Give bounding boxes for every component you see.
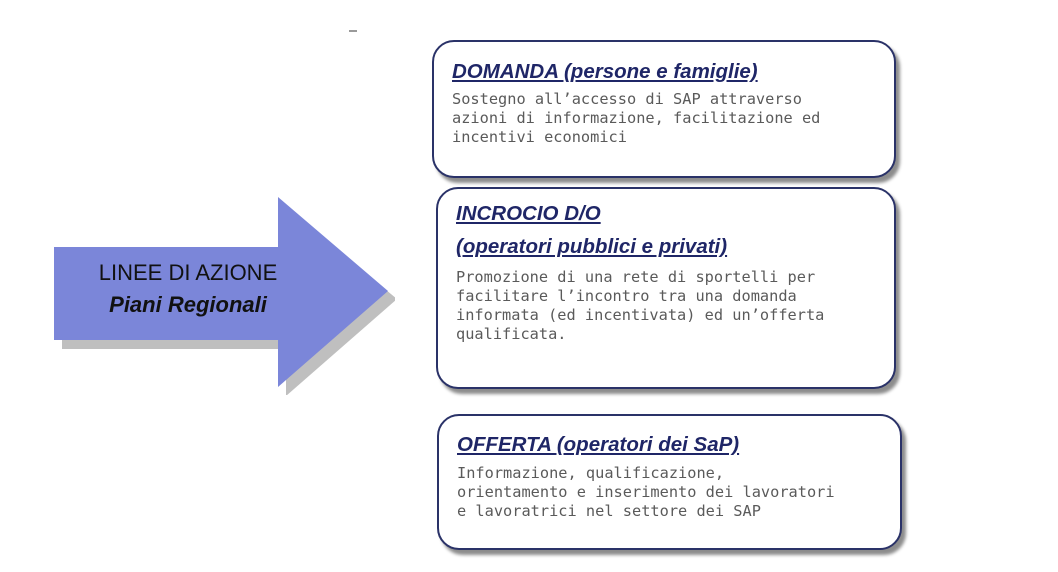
action-lines-arrow (50, 195, 395, 395)
offerta-description: Informazione, qualificazione, orientamento e inserimento dei lavoratori e lavoratrici nel settore dei SAP (457, 464, 835, 520)
incrocio-box (436, 187, 896, 389)
arrow-label-line2: Piani Regionali (109, 292, 267, 317)
offerta-title: OFFERTA (operatori dei SaP) (457, 433, 740, 456)
incrocio-title: INCROCIO D/O (456, 202, 601, 225)
arrow-label-line1: LINEE DI AZIONE (98, 260, 278, 285)
domanda-title: DOMANDA (persone e famiglie) (452, 60, 758, 83)
arrow-label (56, 257, 320, 321)
incrocio-description: Promozione di una rete di sportelli per facilitare l’incontro tra una domanda informata (ed incentivata) ed un’offerta qualificata. (456, 268, 825, 343)
domanda-box (432, 40, 896, 178)
incrocio-subtitle: (operatori pubblici e privati) (456, 235, 728, 258)
small-dash-mark (349, 30, 357, 32)
offerta-box (437, 414, 902, 550)
domanda-description: Sostegno all’accesso di SAP attraverso azioni di informazione, facilitazione ed incentivi economici (452, 90, 821, 146)
